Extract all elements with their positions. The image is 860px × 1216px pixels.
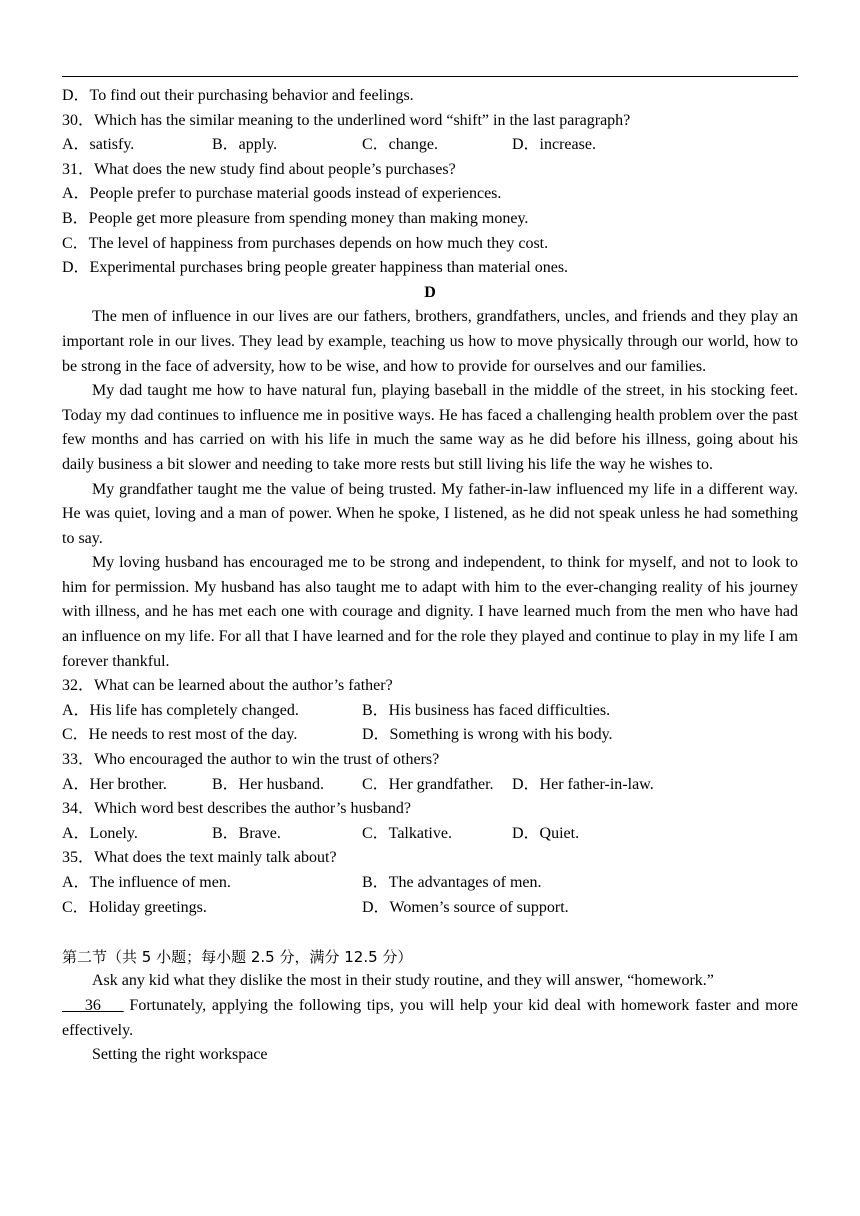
passage-d-paragraph-4: My loving husband has encouraged me to be strong and independent, to think for myself, and not to look to him for permission. My husband has also taught me to adapt with him to the ever-changing reality of his journey with illness, and he has met each one with courage and dignity. I have learned much from the men who have had an influence on my life. For all that I have learned and for the role they played and continue to play in my life I am forever thankful. xyxy=(62,554,798,670)
q32-option-b: B．His business has faced difficulties. xyxy=(362,701,611,719)
q35-options-row-1 xyxy=(62,871,798,896)
q29-option-d: D．To find out their purchasing behavior and feelings. xyxy=(62,87,414,104)
q30-options xyxy=(62,133,798,158)
q32-option-d: D．Something is wrong with his body. xyxy=(362,726,613,744)
q30-stem: 30．Which has the similar meaning to the underlined word “shift” in the last paragraph? xyxy=(62,111,631,129)
q32-options-row-2 xyxy=(62,723,798,748)
q34-option-a: A．Lonely. xyxy=(62,824,138,842)
section-d-title: D xyxy=(424,283,436,301)
q32-stem: 32．What can be learned about the author’s father? xyxy=(62,677,393,695)
blank-36-following-text: Fortunately, applying the following tips, you will help your kid deal with homework faster and more effectively. xyxy=(62,996,798,1039)
section-2-intro: Ask any kid what they dislike the most in their study routine, and they will answer, “homework.” xyxy=(92,972,714,990)
q32-option-a: A．His life has completely changed. xyxy=(62,701,299,719)
q34-stem: 34．Which word best describes the author’s husband? xyxy=(62,800,411,818)
passage-d-paragraph-2: My dad taught me how to have natural fun, playing baseball in the middle of the street, in his stocking feet. Today my dad continues to influence me in positive ways. He has faced a challenging health problem over the past few months and has carried on with his life in much the same way as he did before his illness, going about his daily business a bit slower and needing to take more rests but still living his life the way he wishes to. xyxy=(62,382,798,473)
q34-option-c: C．Talkative. xyxy=(362,824,452,842)
header-rule xyxy=(62,76,798,77)
q33-option-c: C．Her grandfather. xyxy=(362,775,494,793)
q34-option-d: D．Quiet. xyxy=(512,824,580,842)
q30-option-c: C．change. xyxy=(362,136,438,154)
q35-option-a: A．The influence of men. xyxy=(62,874,231,891)
q35-stem: 35．What does the text mainly talk about? xyxy=(62,849,337,867)
q34-options xyxy=(62,822,798,847)
q35-option-b: B．The advantages of men. xyxy=(362,874,542,891)
q35-options-row-2 xyxy=(62,896,798,921)
section-2-heading: 第二节（共 5 小题；每小题 2.5 分，满分 12.5 分） xyxy=(62,947,413,966)
blank-36: 36 xyxy=(62,996,124,1014)
q35-option-d: D．Women’s source of support. xyxy=(362,898,569,916)
section-2-subheading: Setting the right workspace xyxy=(92,1046,268,1064)
q33-option-d: D．Her father-in-law. xyxy=(512,775,654,793)
q31-option-a: A．People prefer to purchase material goods instead of experiences. xyxy=(62,185,502,203)
q31-option-c: C．The level of happiness from purchases depends on how much they cost. xyxy=(62,234,549,252)
q33-option-b: B．Her husband. xyxy=(212,775,324,793)
q31-option-b: B．People get more pleasure from spending money than making money. xyxy=(62,209,529,227)
q32-option-c: C．He needs to rest most of the day. xyxy=(62,726,298,744)
passage-d-paragraph-1: The men of influence in our lives are our fathers, brothers, grandfathers, uncles, and friends and they play an important role in our lives. They lead by example, teaching us how to move physically through our world, how to be strong in the face of adversity, how to be wise, and how to provide for ourselves and our families. xyxy=(62,308,798,375)
q31-option-d: D．Experimental purchases bring people greater happiness than material ones. xyxy=(62,259,569,277)
q30-option-b: B．apply. xyxy=(212,136,278,154)
q32-options-row-1 xyxy=(62,699,798,724)
q33-stem: 33．Who encouraged the author to win the trust of others? xyxy=(62,751,440,769)
section-2-blank-paragraph xyxy=(62,994,798,1043)
exam-page xyxy=(62,84,798,1068)
q33-option-a: A．Her brother. xyxy=(62,775,167,793)
q30-option-a: A．satisfy. xyxy=(62,136,135,154)
passage-d-paragraph-3: My grandfather taught me the value of being trusted. My father-in-law influenced my life in a different way. He was quiet, loving and a man of power. When he spoke, I listened, as he did not speak unless he had something to say. xyxy=(62,480,798,547)
q31-stem: 31．What does the new study find about people’s purchases? xyxy=(62,160,456,178)
q34-option-b: B．Brave. xyxy=(212,824,281,842)
q35-option-c: C．Holiday greetings. xyxy=(62,898,207,916)
q33-options xyxy=(62,773,798,798)
q30-option-d: D．increase. xyxy=(512,136,596,154)
section-spacer xyxy=(62,920,798,945)
